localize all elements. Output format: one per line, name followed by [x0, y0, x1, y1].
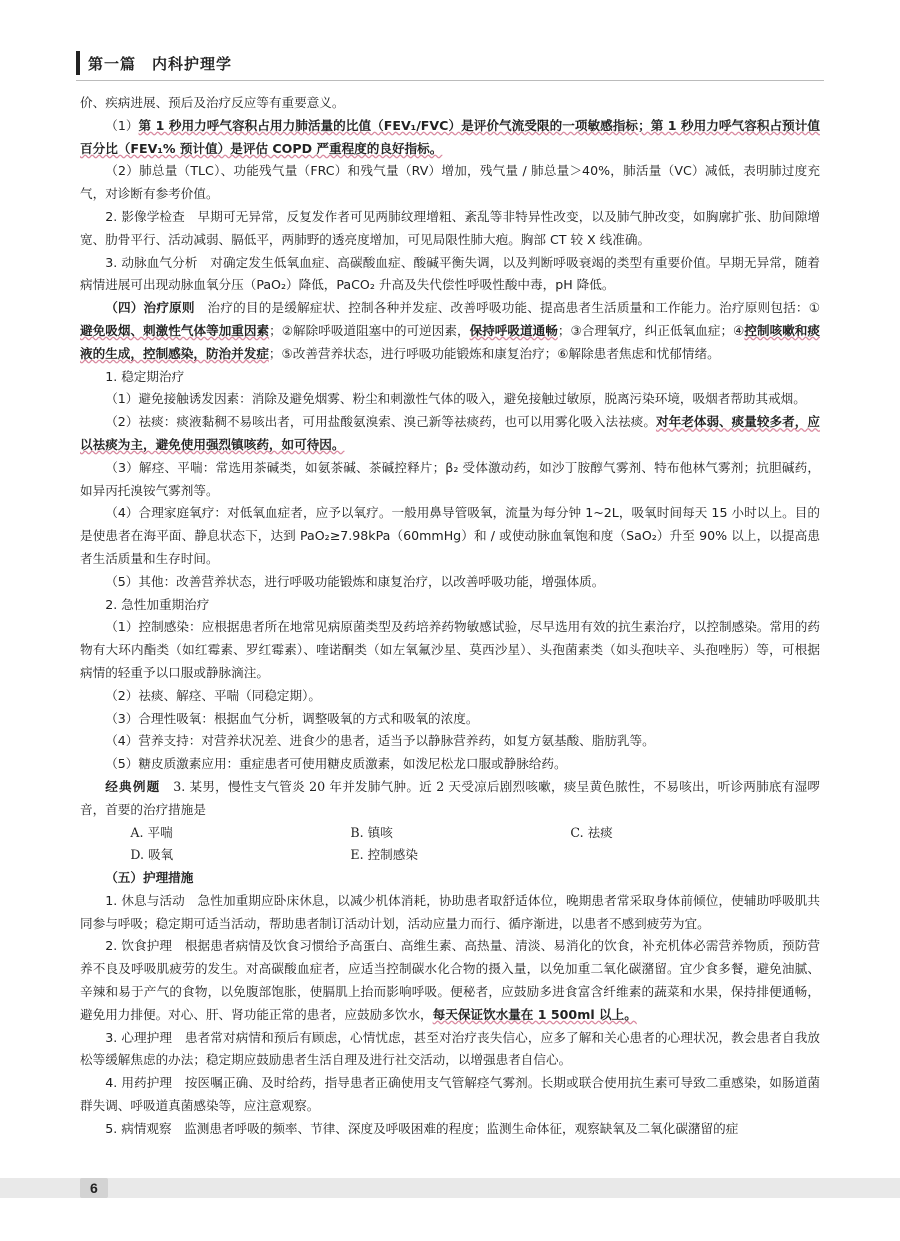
paragraph: （1）控制感染：应根据患者所在地常见病原菌类型及药培养药物敏感试验，尽早选用有效的抗生素治疗，以控制感染。常用的药物有大环内酯类（如红霉素、罗红霉素）、喹诺酮类（如左氧氟沙星、莫西沙星）、头孢菌素类（如头孢呋辛、头孢唑肟）等，可根据病情的轻重予以口服或静脉滴注。 [80, 619, 820, 680]
paragraph: （4）营养支持：对营养状况差、进食少的患者，适当予以静脉营养药，如复方氨基酸、脂肪乳等。 [105, 733, 655, 749]
subheading: 2. 急性加重期治疗 [105, 596, 210, 612]
paragraph [80, 935, 820, 1026]
paragraph: （2）祛痰、解痉、平喘（同稳定期）。 [105, 687, 321, 703]
option-e: E. 控制感染 [350, 847, 418, 863]
paragraph: 4. 用药护理 按医嘱正确、及时给药，指导患者正确使用支气管解痉气雾剂。长期或联合使用抗生素可导致二重感染，如肠道菌群失调、呼吸道真菌感染等，应注意观察。 [80, 1075, 820, 1114]
highlight-text: 第 1 秒用力呼气容积占用力肺活量的比值（FEV₁/FVC）是评价气流受限的一项敏感指标；第 1 秒用力呼气容积占预计值百分比（FEV₁% 预计值）是评估 COPD 严重程度的良好指标。 [80, 117, 820, 156]
section-heading: （五）护理措施 [105, 870, 194, 886]
running-header [76, 50, 232, 76]
example-question [80, 776, 820, 822]
paragraph: （3）合理性吸氧：根据血气分析，调整吸氧的方式和吸氧的浓度。 [105, 710, 479, 726]
paragraph: （2）肺总量（TLC）、功能残气量（FRC）和残气量（RV）增加，残气量 / 肺总量＞40%，肺活量（VC）减低，表明肺过度充气，对诊断有参考价值。 [80, 163, 820, 202]
highlight-text: 对年老体弱、痰量较多者，应以祛痰为主，避免使用强烈镇咳药，如可待因。 [80, 414, 821, 452]
text: ；⑤改善营养状态，进行呼吸功能锻炼和康复治疗；⑥解除患者焦虑和忧郁情绪。 [268, 345, 720, 361]
header-rule [76, 80, 824, 81]
text: ；③合理氧疗，纠正低氧血症；④ [557, 322, 745, 338]
paragraph: （5）其他：改善营养状态，进行呼吸功能锻炼和康复治疗，以改善呼吸功能，增强体质。 [105, 573, 605, 589]
page-body [80, 92, 820, 1141]
paragraph [80, 297, 820, 365]
paragraph: 3. 动脉血气分析 对确定发生低氧血症、高碳酸血症、酸碱平衡失调，以及判断呼吸衰竭的类型有重要价值。早期无异常，随着病情进展可出现动脉血氧分压（PaO₂）降低，PaCO₂ 升高及失代偿性呼吸性酸中毒，pH 降低。 [80, 254, 820, 293]
subheading: 1. 稳定期治疗 [105, 368, 185, 384]
paragraph: 价、疾病进展、预后及治疗反应等有重要意义。 [80, 95, 345, 110]
paragraph: 1. 休息与活动 急性加重期应卧床休息，以减少机体消耗，协助患者取舒适体位，晚期患者常采取身体前倾位，使辅助呼吸肌共同参与呼吸；稳定期可适当活动，帮助患者制订活动计划，活动应量力而行、循序渐进，以患者不感到疲劳为宜。 [80, 892, 820, 931]
paragraph: 3. 心理护理 患者常对病情和预后有顾虑，心情忧虑，甚至对治疗丧失信心，应多了解和关心患者的心理状况，教会患者自我放松等缓解焦虑的办法；稳定期应鼓励患者生活自理及进行社交活动，以增强患者自信心。 [80, 1029, 820, 1068]
answer-options [80, 822, 820, 868]
header-title: 第一篇 内科护理学 [88, 54, 233, 73]
paragraph: （1）避免接触诱发因素：消除及避免烟雾、粉尘和刺激性气体的吸入，避免接触过敏原，脱离污染环境，吸烟者帮助其戒烟。 [105, 391, 806, 407]
paragraph: 2. 影像学检查 早期可无异常，反复发作者可见两肺纹理增粗、紊乱等非特异性改变，以及肺气肿改变，如胸廓扩张、肋间隙增宽、肋骨平行、活动减弱、膈低平，两肺野的透亮度增加，可见局限性肺大疱。胸部 CT 较 X 线准确。 [80, 208, 820, 247]
header-bar [76, 51, 80, 75]
question-text: 3. 某男，慢性支气管炎 20 年并发肺气肿。近 2 天受凉后剧烈咳嗽，痰呈黄色脓性，不易咳出，听诊两肺底有湿啰音，首要的治疗措施是 [80, 778, 820, 817]
highlight-text: 避免吸烟、刺激性气体等加重因素 [80, 322, 270, 338]
text: （1） [105, 117, 139, 133]
option-b: B. 镇咳 [350, 824, 393, 840]
paragraph [80, 115, 820, 161]
section-heading: （四）治疗原则 [105, 300, 195, 316]
highlight-text: 控制咳嗽和痰液的生成，控制感染，防治并发症 [80, 322, 821, 361]
example-label: 经典例题 [105, 778, 161, 794]
text: 治疗的目的是缓解症状、控制各种并发症、改善呼吸功能、提高患者生活质量和工作能力。治疗原则包括：① [194, 300, 821, 316]
paragraph: 5. 病情观察 监测患者呼吸的频率、节律、深度及呼吸困难的程度；监测生命体征，观察缺氧及二氧化碳潴留的症 [105, 1120, 739, 1136]
paragraph: （4）合理家庭氧疗：对低氧血症者，应予以氧疗。一般用鼻导管吸氧，流量为每分钟 1~2L，吸氧时间每天 15 小时以上。目的是使患者在海平面、静息状态下，达到 PaO₂≥7.98kPa（60mmHg）和 / 或使动脉血氧饱和度（SaO₂）升至 90% 以上，以提高患者生活质量和生存时间。 [80, 505, 820, 566]
text: ；②解除呼吸道阻塞中的可逆因素， [269, 322, 470, 338]
option-c: C. 祛痰 [570, 824, 613, 840]
paragraph: （5）糖皮质激素应用：重症患者可使用糖皮质激素，如泼尼松龙口服或静脉给药。 [105, 756, 567, 772]
page-footer [0, 1178, 900, 1198]
option-d: D. 吸氧 [130, 847, 174, 863]
option-a: A. 平喘 [130, 824, 173, 840]
page-number: 6 [80, 1178, 108, 1198]
highlight-text: 每天保证饮水量在 1 500ml 以上。 [432, 1006, 637, 1022]
highlight-text: 保持呼吸道通畅 [469, 322, 558, 338]
text: （2）祛痰：痰液黏稠不易咳出者，可用盐酸氨溴索、溴己新等祛痰药，也可以用雾化吸入法祛痰。 [105, 414, 656, 430]
paragraph [80, 411, 820, 457]
paragraph: （3）解痉、平喘：常选用茶碱类，如氨茶碱、茶碱控释片；β₂ 受体激动药，如沙丁胺醇气雾剂、特布他林气雾剂；抗胆碱药，如异丙托溴铵气雾剂等。 [80, 459, 820, 498]
text: 2. 饮食护理 根据患者病情及饮食习惯给予高蛋白、高维生素、高热量、清淡、易消化的饮食，补充机体必需营养物质，预防营养不良及呼吸肌疲劳的发生。对高碳酸血症者，应适当控制碳水化合物的摄入量，以免加重二氧化碳潴留。宜少食多餐，避免油腻、辛辣和易于产气的食物，以免腹部饱胀，使膈肌上抬而影响呼吸。便秘者，应鼓励多进食富含纤维素的蔬菜和水果，保持排便通畅，避免用力排便。对心、肝、肾功能正常的患者，应鼓励多饮水， [80, 938, 820, 1022]
